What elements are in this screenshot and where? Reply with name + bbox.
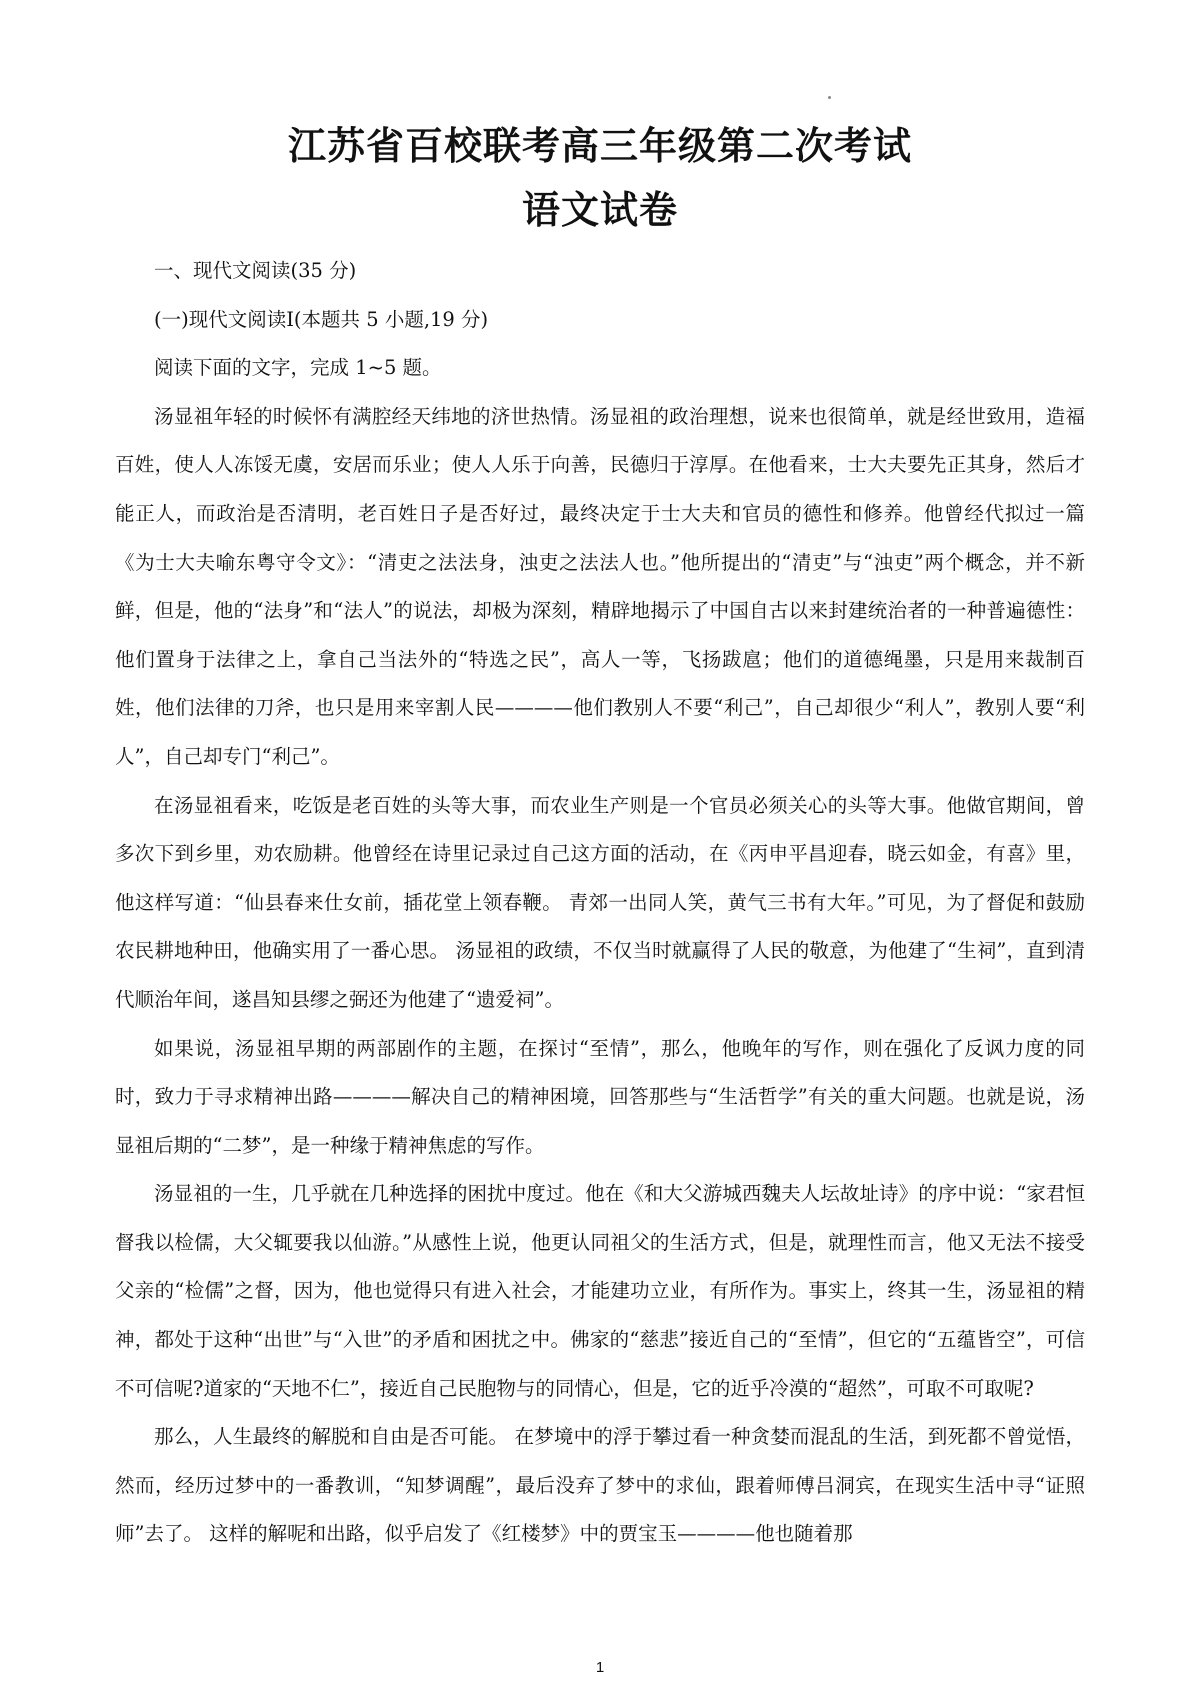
scan-dot [828, 96, 831, 99]
passage-paragraph: 汤显祖年轻的时候怀有满腔经天纬地的济世热情。汤显祖的政治理想，说来也很简单，就是经世致用，造福百姓，使人人冻馁无虞，安居而乐业；使人人乐于向善，民德归于淳厚。在他看来，士大夫要先正其身，然后才能正人，而政治是否清明，老百姓日子是否好过，最终决定于士大夫和官员的德性和修养。他曾经代拟过一篇《为士大夫喻东粤守令文》：“清吏之法法身，浊吏之法法人也。”他所提出的“清吏”与“浊吏”两个概念，并不新鲜，但是，他的“法身”和“法人”的说法，却极为深刻，精辟地揭示了中国自古以来封建统治者的一种普遍德性：他们置身于法律之上，拿自己当法外的“特选之民”，高人一等，飞扬跋扈；他们的道德绳墨，只是用来裁制百姓，他们法律的刀斧，也只是用来宰割人民————他们教别人不要“利己”，自己却很少“利人”，教别人要“利人”，自己却专门“利己”。 [115, 404, 1085, 768]
exam-title: 江苏省百校联考高三年级第二次考试 [287, 123, 912, 168]
passage-paragraph: 那么，人生最终的解脱和自由是否可能。 在梦境中的浮于攀过看一种贪婪而混乱的生活，到死都不曾觉悟，然而，经历过梦中的一番教训，“知梦调醒”，最后没弃了梦中的求仙，跟着师傅吕洞宾，在现实生活中寻“证照师”去了。 这样的解呢和出路，似乎启发了《红楼梦》中的贾宝玉————他也随着那 [115, 1425, 1085, 1546]
reading-instruction: 阅读下面的文字，完成 1~5 题。 [154, 356, 442, 380]
passage-paragraph: 如果说，汤显祖早期的两部剧作的主题，在探讨“至情”，那么，他晚年的写作，则在强化了反讽力度的同时，致力于寻求精神出路————解决自己的精神困境，回答那些与“生活哲学”有关的重大问题。也就是说，汤显祖后期的“二梦”，是一种缘于精神焦虑的写作。 [115, 1036, 1085, 1157]
passage-paragraph: 汤显祖的一生，几乎就在几种选择的困扰中度过。他在《和大父游城西魏夫人坛故址诗》的序中说：“家君恒督我以检儒，大父辄要我以仙游。”从感性上说，他更认同祖父的生活方式，但是，就理性而言，他又无法不接受父亲的“检儒”之督，因为，他也觉得只有进入社会，才能建功立业，有所作为。事实上，终其一生，汤显祖的精神，都处于这种“出世”与“入世”的矛盾和困扰之中。佛家的“慈悲”接近自己的“至情”，但它的“五蕴皆空”，可信不可信呢?道家的“天地不仁”，接近自己民胞物与的同情心，但是，它的近乎冷漠的“超然”，可取不可取呢? [115, 1182, 1085, 1400]
page-number: 1 [595, 1659, 605, 1676]
exam-body [115, 247, 1085, 1559]
section-subheading: (一)现代文阅读Ⅰ(本题共 5 小题,19 分) [154, 307, 489, 331]
section-heading: 一、现代文阅读(35 分) [154, 259, 357, 282]
exam-subject-title: 语文试卷 [521, 187, 678, 232]
passage-paragraph: 在汤显祖看来，吃饭是老百姓的头等大事，而农业生产则是一个官员必须关心的头等大事。他做官期间，曾多次下到乡里，劝农励耕。他曾经在诗里记录过自己这方面的活动，在《丙申平昌迎春，晓云如金，有喜》里，他这样写道：“仙县春来仕女前，插花堂上领春鞭。 青郊一出同人笑，黄气三书有大年。”可见，为了督促和鼓励农民耕地种田，他确实用了一番心思。 汤显祖的政绩，不仅当时就赢得了人民的敬意，为他建了“生祠”，直到清代顺治年间，遂昌知县缪之弼还为他建了“遗爱祠”。 [115, 793, 1085, 1011]
